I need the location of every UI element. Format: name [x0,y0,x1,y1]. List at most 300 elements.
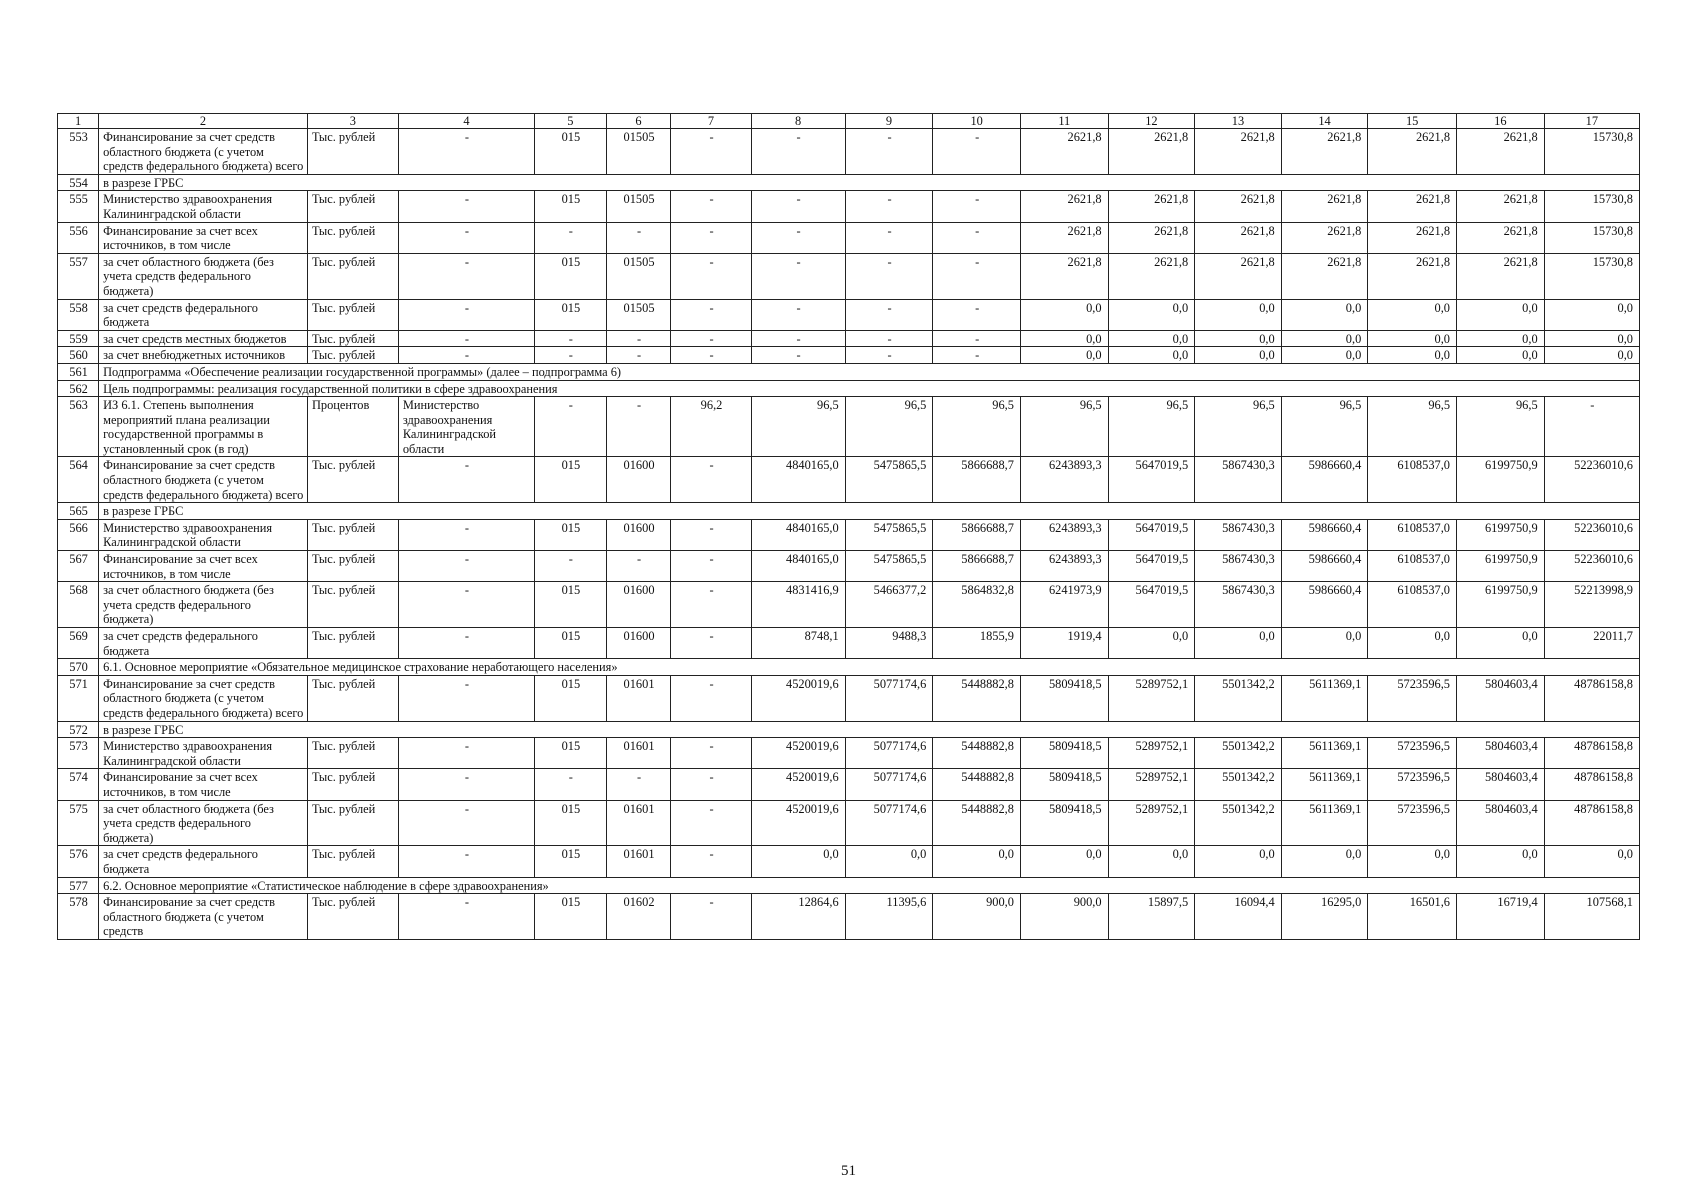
value-cell: 5809418,5 [1020,769,1108,800]
value-cell: 5448882,8 [933,738,1021,769]
value-cell: 5289752,1 [1108,738,1195,769]
value-cell: 2621,8 [1368,222,1457,253]
value-cell: 9488,3 [845,628,933,659]
value-cell: 0,0 [1020,330,1108,347]
value-cell: 5466377,2 [845,582,933,628]
value-cell: 0,0 [1368,299,1457,330]
table-cell: - [535,222,606,253]
value-cell: 5809418,5 [1020,738,1108,769]
value-cell: 96,5 [1368,397,1457,457]
column-number-header: 12 [1108,114,1195,129]
responsible-cell: - [398,894,534,940]
value-cell: 5723596,5 [1368,769,1457,800]
value-cell: 15730,8 [1544,129,1639,175]
responsible-cell: - [398,769,534,800]
value-cell: 96,5 [1457,397,1545,457]
value-cell: 0,0 [1457,330,1545,347]
responsible-cell: - [398,253,534,299]
table-cell: - [671,738,751,769]
value-cell: 0,0 [1457,846,1545,877]
value-cell: - [751,191,845,222]
table-cell: 015 [535,846,606,877]
row-number: 571 [58,675,99,721]
table-cell: 015 [535,457,606,503]
value-cell: 0,0 [1108,846,1195,877]
value-cell: 0,0 [1544,846,1639,877]
responsible-cell: - [398,628,534,659]
row-number: 564 [58,457,99,503]
table-cell: - [535,551,606,582]
table-row [58,330,1640,347]
value-cell: 0,0 [1281,330,1368,347]
value-cell: - [933,330,1021,347]
responsible-cell: - [398,457,534,503]
value-cell: 0,0 [1457,347,1545,364]
indicator-name: Финансирование за счет всех источников, в том числе [99,222,308,253]
value-cell: 6108537,0 [1368,457,1457,503]
table-cell: 01600 [606,582,671,628]
table-cell: - [671,129,751,175]
row-number: 555 [58,191,99,222]
unit-cell: Тыс. рублей [307,253,398,299]
table-cell: - [535,347,606,364]
value-cell: - [845,191,933,222]
value-cell: 2621,8 [1020,129,1108,175]
table-cell: 015 [535,800,606,846]
table-cell: - [671,551,751,582]
row-number: 566 [58,519,99,550]
budget-table-container [57,113,1640,940]
column-number-header: 17 [1544,114,1639,129]
value-cell: - [751,330,845,347]
value-cell: 0,0 [1544,330,1639,347]
value-cell: 5986660,4 [1281,457,1368,503]
table-cell: - [671,222,751,253]
value-cell: 5647019,5 [1108,457,1195,503]
value-cell: 5289752,1 [1108,675,1195,721]
table-cell: - [671,253,751,299]
value-cell: 900,0 [1020,894,1108,940]
value-cell: 4520019,6 [751,769,845,800]
value-cell: 5475865,5 [845,551,933,582]
value-cell: 5867430,3 [1195,582,1282,628]
value-cell: 2621,8 [1457,129,1545,175]
row-number: 573 [58,738,99,769]
value-cell: 5647019,5 [1108,519,1195,550]
value-cell: 0,0 [1368,846,1457,877]
table-cell: 015 [535,675,606,721]
table-cell: - [671,675,751,721]
value-cell: 5867430,3 [1195,457,1282,503]
value-cell: 2621,8 [1457,222,1545,253]
value-cell: - [751,222,845,253]
section-title: в разрезе ГРБС [99,503,1640,520]
column-number-header-row [58,114,1640,129]
value-cell: 2621,8 [1195,222,1282,253]
table-cell: 01505 [606,253,671,299]
value-cell: 48786158,8 [1544,675,1639,721]
value-cell: 107568,1 [1544,894,1639,940]
table-cell: 015 [535,628,606,659]
value-cell: 0,0 [1281,846,1368,877]
value-cell: 5501342,2 [1195,769,1282,800]
row-number: 577 [58,877,99,894]
column-number-header: 4 [398,114,534,129]
value-cell: - [845,129,933,175]
indicator-name: Министерство здравоохранения Калининградской области [99,519,308,550]
value-cell: 5723596,5 [1368,675,1457,721]
table-cell: 01600 [606,519,671,550]
column-number-header: 16 [1457,114,1545,129]
row-number: 565 [58,503,99,520]
row-number: 569 [58,628,99,659]
value-cell: 5986660,4 [1281,582,1368,628]
value-cell: 6199750,9 [1457,519,1545,550]
row-number: 574 [58,769,99,800]
table-row [58,800,1640,846]
value-cell: 52236010,6 [1544,551,1639,582]
value-cell: 0,0 [1020,347,1108,364]
value-cell: 0,0 [751,846,845,877]
value-cell: 2621,8 [1108,222,1195,253]
section-title: Цель подпрограммы: реализация государственной политики в сфере здравоохранения [99,380,1640,397]
table-cell: - [671,347,751,364]
value-cell: 12864,6 [751,894,845,940]
table-row [58,675,1640,721]
table-cell: 015 [535,894,606,940]
value-cell: 96,5 [1281,397,1368,457]
row-number: 556 [58,222,99,253]
value-cell: 96,5 [845,397,933,457]
section-row [58,659,1640,676]
table-cell: 015 [535,519,606,550]
responsible-cell: - [398,675,534,721]
value-cell: - [933,299,1021,330]
responsible-cell: - [398,191,534,222]
unit-cell: Тыс. рублей [307,222,398,253]
unit-cell: Тыс. рублей [307,191,398,222]
section-row [58,174,1640,191]
value-cell: 16094,4 [1195,894,1282,940]
value-cell: - [933,253,1021,299]
section-row [58,380,1640,397]
value-cell: 0,0 [1368,347,1457,364]
value-cell: 5647019,5 [1108,582,1195,628]
value-cell: 0,0 [1544,299,1639,330]
value-cell: 2621,8 [1281,253,1368,299]
row-number: 568 [58,582,99,628]
table-cell: - [535,397,606,457]
row-number: 561 [58,363,99,380]
value-cell: 96,5 [751,397,845,457]
row-number: 570 [58,659,99,676]
table-row [58,628,1640,659]
column-number-header: 13 [1195,114,1282,129]
column-number-header: 8 [751,114,845,129]
value-cell: 5866688,7 [933,551,1021,582]
row-number: 562 [58,380,99,397]
value-cell: 5501342,2 [1195,738,1282,769]
indicator-name: Финансирование за счет средств областного бюджета (с учетом средств федерального бюджета) всего [99,675,308,721]
column-number-header: 6 [606,114,671,129]
section-row [58,721,1640,738]
table-row [58,551,1640,582]
unit-cell: Тыс. рублей [307,769,398,800]
value-cell: 5501342,2 [1195,800,1282,846]
value-cell: 2621,8 [1020,253,1108,299]
value-cell: 96,5 [1020,397,1108,457]
unit-cell: Тыс. рублей [307,347,398,364]
value-cell: - [933,347,1021,364]
section-title: 6.2. Основное мероприятие «Статистическое наблюдение в сфере здравоохранения» [99,877,1640,894]
table-row [58,894,1640,940]
value-cell: 2621,8 [1281,222,1368,253]
responsible-cell: Министерство здравоохранения Калининградской области [398,397,534,457]
indicator-name: ИЗ 6.1. Степень выполнения мероприятий плана реализации государственной программы в установленный срок (в год) [99,397,308,457]
indicator-name: за счет средств федерального бюджета [99,628,308,659]
table-cell: - [535,769,606,800]
column-number-header: 15 [1368,114,1457,129]
table-cell: 01601 [606,738,671,769]
value-cell: 0,0 [1108,330,1195,347]
unit-cell: Тыс. рублей [307,582,398,628]
table-cell: 015 [535,299,606,330]
unit-cell: Тыс. рублей [307,457,398,503]
table-row [58,769,1640,800]
unit-cell: Тыс. рублей [307,846,398,877]
value-cell: 2621,8 [1108,191,1195,222]
table-cell: - [671,894,751,940]
indicator-name: Финансирование за счет всех источников, в том числе [99,551,308,582]
unit-cell: Тыс. рублей [307,299,398,330]
row-number: 558 [58,299,99,330]
value-cell: 0,0 [933,846,1021,877]
value-cell: 5804603,4 [1457,675,1545,721]
responsible-cell: - [398,129,534,175]
indicator-name: за счет внебюджетных источников [99,347,308,364]
responsible-cell: - [398,800,534,846]
indicator-name: Финансирование за счет всех источников, в том числе [99,769,308,800]
table-cell: - [606,397,671,457]
value-cell: 0,0 [1544,347,1639,364]
page-number: 51 [841,1163,856,1179]
row-number: 557 [58,253,99,299]
value-cell: - [751,253,845,299]
value-cell: - [751,129,845,175]
value-cell: - [845,222,933,253]
responsible-cell: - [398,738,534,769]
value-cell: 15897,5 [1108,894,1195,940]
value-cell: - [845,299,933,330]
value-cell: 4840165,0 [751,457,845,503]
value-cell: 2621,8 [1020,222,1108,253]
column-number-header: 9 [845,114,933,129]
section-title: Подпрограмма «Обеспечение реализации государственной программы» (далее – подпрограмма 6) [99,363,1640,380]
table-row [58,222,1640,253]
section-row [58,503,1640,520]
table-cell: - [606,769,671,800]
value-cell: 48786158,8 [1544,800,1639,846]
table-cell: - [671,299,751,330]
value-cell: 5611369,1 [1281,769,1368,800]
value-cell: 0,0 [1368,628,1457,659]
value-cell: 5809418,5 [1020,675,1108,721]
value-cell: 5867430,3 [1195,551,1282,582]
indicator-name: Финансирование за счет средств областного бюджета (с учетом средств федерального бюджета) всего [99,129,308,175]
value-cell: 1855,9 [933,628,1021,659]
value-cell: 4520019,6 [751,675,845,721]
row-number: 572 [58,721,99,738]
value-cell: 5864832,8 [933,582,1021,628]
value-cell: 5077174,6 [845,675,933,721]
value-cell: 4520019,6 [751,800,845,846]
table-cell: 01505 [606,191,671,222]
value-cell: 5077174,6 [845,769,933,800]
section-title: в разрезе ГРБС [99,174,1640,191]
unit-cell: Тыс. рублей [307,330,398,347]
value-cell: 5448882,8 [933,769,1021,800]
value-cell: - [933,129,1021,175]
value-cell: 2621,8 [1108,253,1195,299]
table-row [58,846,1640,877]
column-number-header: 7 [671,114,751,129]
value-cell: 5475865,5 [845,457,933,503]
value-cell: 5866688,7 [933,519,1021,550]
budget-table [57,113,1640,940]
value-cell: 0,0 [1108,628,1195,659]
column-number-header: 11 [1020,114,1108,129]
table-cell: 01602 [606,894,671,940]
row-number: 560 [58,347,99,364]
value-cell: 5077174,6 [845,738,933,769]
value-cell: 5611369,1 [1281,800,1368,846]
indicator-name: за счет областного бюджета (без учета средств федерального бюджета) [99,582,308,628]
value-cell: 0,0 [1108,347,1195,364]
value-cell: 2621,8 [1457,191,1545,222]
table-cell: - [671,457,751,503]
value-cell: 0,0 [1457,299,1545,330]
value-cell: 0,0 [845,846,933,877]
value-cell: 96,5 [1108,397,1195,457]
value-cell: 5448882,8 [933,800,1021,846]
value-cell: - [845,330,933,347]
column-number-header: 1 [58,114,99,129]
value-cell: 5986660,4 [1281,551,1368,582]
value-cell: 6199750,9 [1457,582,1545,628]
unit-cell: Тыс. рублей [307,129,398,175]
unit-cell: Тыс. рублей [307,628,398,659]
value-cell: 6243893,3 [1020,519,1108,550]
row-number: 553 [58,129,99,175]
table-cell: 01600 [606,457,671,503]
table-cell: 01601 [606,800,671,846]
value-cell: 48786158,8 [1544,738,1639,769]
value-cell: 2621,8 [1020,191,1108,222]
table-cell: 015 [535,253,606,299]
table-row [58,191,1640,222]
value-cell: - [933,222,1021,253]
column-number-header: 2 [99,114,308,129]
value-cell: 0,0 [1195,347,1282,364]
row-number: 575 [58,800,99,846]
value-cell: 16719,4 [1457,894,1545,940]
section-row [58,877,1640,894]
value-cell: 6241973,9 [1020,582,1108,628]
value-cell: 4840165,0 [751,519,845,550]
value-cell: - [751,347,845,364]
value-cell: 5289752,1 [1108,800,1195,846]
table-row [58,347,1640,364]
value-cell: 5804603,4 [1457,738,1545,769]
value-cell: 2621,8 [1195,253,1282,299]
indicator-name: Министерство здравоохранения Калининградской области [99,738,308,769]
value-cell: 16501,6 [1368,894,1457,940]
value-cell: 0,0 [1195,846,1282,877]
value-cell: 5077174,6 [845,800,933,846]
value-cell: 2621,8 [1368,253,1457,299]
row-number: 576 [58,846,99,877]
row-number: 563 [58,397,99,457]
responsible-cell: - [398,582,534,628]
row-number: 554 [58,174,99,191]
value-cell: 0,0 [1281,299,1368,330]
table-cell: 01505 [606,299,671,330]
value-cell: 2621,8 [1281,129,1368,175]
table-row [58,738,1640,769]
table-cell: - [671,330,751,347]
column-number-header: 5 [535,114,606,129]
value-cell: 5986660,4 [1281,519,1368,550]
indicator-name: за счет средств федерального бюджета [99,846,308,877]
value-cell: - [845,347,933,364]
table-cell: - [671,582,751,628]
table-cell: - [606,347,671,364]
value-cell: 11395,6 [845,894,933,940]
table-cell: 015 [535,738,606,769]
value-cell: 0,0 [1108,299,1195,330]
indicator-name: за счет областного бюджета (без учета средств федерального бюджета) [99,253,308,299]
table-cell: - [671,628,751,659]
responsible-cell: - [398,299,534,330]
value-cell: 5809418,5 [1020,800,1108,846]
value-cell: - [933,191,1021,222]
table-cell: 01601 [606,846,671,877]
unit-cell: Тыс. рублей [307,675,398,721]
value-cell: 22011,7 [1544,628,1639,659]
table-cell: - [535,330,606,347]
value-cell: - [845,253,933,299]
table-cell: - [671,519,751,550]
table-row [58,253,1640,299]
table-row [58,299,1640,330]
value-cell: 16295,0 [1281,894,1368,940]
value-cell: 2621,8 [1195,129,1282,175]
table-cell: - [606,551,671,582]
value-cell: 0,0 [1457,628,1545,659]
value-cell: 0,0 [1281,347,1368,364]
unit-cell: Тыс. рублей [307,800,398,846]
value-cell: 48786158,8 [1544,769,1639,800]
value-cell: 4520019,6 [751,738,845,769]
row-number: 567 [58,551,99,582]
value-cell: - [1544,397,1639,457]
indicator-name: за счет областного бюджета (без учета средств федерального бюджета) [99,800,308,846]
responsible-cell: - [398,846,534,877]
responsible-cell: - [398,347,534,364]
value-cell: 5723596,5 [1368,738,1457,769]
value-cell: 6108537,0 [1368,551,1457,582]
row-number: 559 [58,330,99,347]
